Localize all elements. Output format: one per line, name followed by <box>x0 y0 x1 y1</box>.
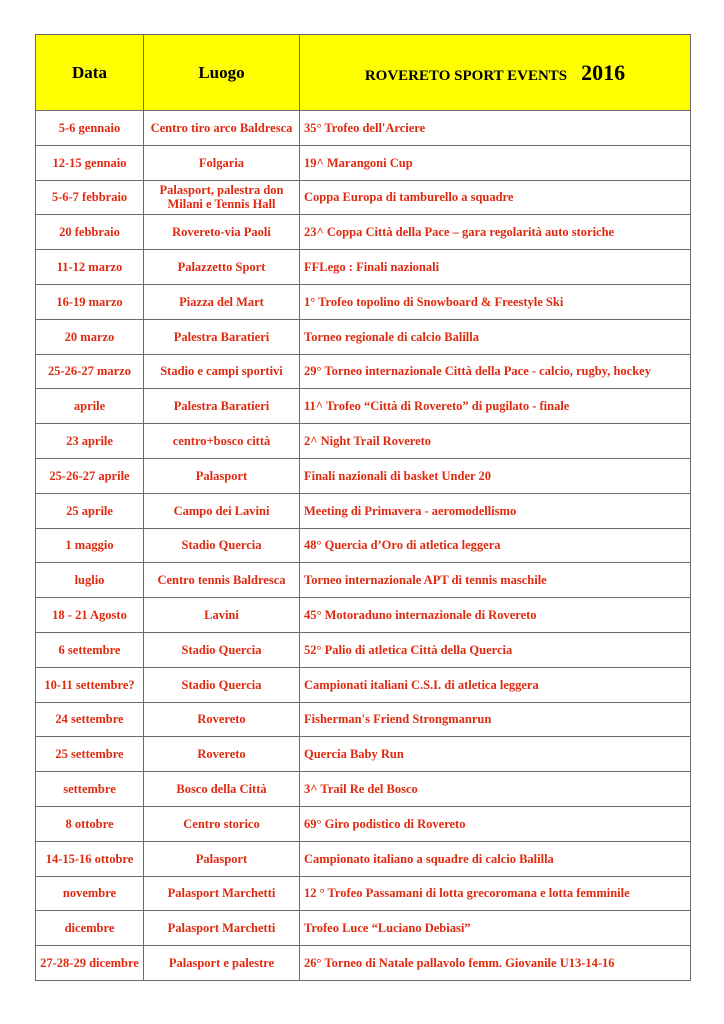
event-date: 14-15-16 ottobre <box>36 841 144 876</box>
event-place: centro+bosco città <box>144 424 300 459</box>
event-name: Finali nazionali di basket Under 20 <box>300 458 691 493</box>
event-place: Bosco della Città <box>144 772 300 807</box>
event-place: Centro tiro arco Baldresca <box>144 111 300 146</box>
event-place: Palasport e palestre <box>144 946 300 981</box>
event-name: 35° Trofeo dell'Arciere <box>300 111 691 146</box>
table-row <box>36 319 691 354</box>
event-date: 11-12 marzo <box>36 250 144 285</box>
event-date: aprile <box>36 389 144 424</box>
table-row <box>36 911 691 946</box>
event-place: Stadio Quercia <box>144 528 300 563</box>
event-date: 16-19 marzo <box>36 284 144 319</box>
event-date: 1 maggio <box>36 528 144 563</box>
event-date: 18 - 21 Agosto <box>36 598 144 633</box>
event-name: 69° Giro podistico di Rovereto <box>300 806 691 841</box>
header-place: Luogo <box>144 35 300 111</box>
event-date: 20 febbraio <box>36 215 144 250</box>
event-name: 11^ Trofeo “Città di Rovereto” di pugilato - finale <box>300 389 691 424</box>
event-place: Palasport, palestra don Milani e Tennis Hall <box>144 180 300 215</box>
event-name: Campionato italiano a squadre di calcio Balilla <box>300 841 691 876</box>
table-row <box>36 145 691 180</box>
event-date: 25-26-27 marzo <box>36 354 144 389</box>
event-name: Torneo regionale di calcio Balilla <box>300 319 691 354</box>
event-date: 6 settembre <box>36 632 144 667</box>
event-date: dicembre <box>36 911 144 946</box>
event-date: 24 settembre <box>36 702 144 737</box>
event-name: Quercia Baby Run <box>300 737 691 772</box>
table-body <box>36 111 691 981</box>
event-name: 1° Trofeo topolino di Snowboard & Freestyle Ski <box>300 284 691 319</box>
event-date: 8 ottobre <box>36 806 144 841</box>
event-name: Coppa Europa di tamburello a squadre <box>300 180 691 215</box>
event-place: Folgaria <box>144 145 300 180</box>
event-place: Rovereto <box>144 737 300 772</box>
event-name: Fisherman's Friend Strongmanrun <box>300 702 691 737</box>
table-row <box>36 598 691 633</box>
event-name: 45° Motoraduno internazionale di Rovereto <box>300 598 691 633</box>
table-row <box>36 632 691 667</box>
table-row <box>36 458 691 493</box>
event-date: settembre <box>36 772 144 807</box>
event-place: Stadio e campi sportivi <box>144 354 300 389</box>
table-row <box>36 493 691 528</box>
event-place: Centro storico <box>144 806 300 841</box>
table-row <box>36 563 691 598</box>
event-date: 20 marzo <box>36 319 144 354</box>
event-name: Campionati italiani C.S.I. di atletica leggera <box>300 667 691 702</box>
header-title-cell <box>300 35 691 111</box>
table-row <box>36 528 691 563</box>
event-date: 10-11 settembre? <box>36 667 144 702</box>
event-place: Palestra Baratieri <box>144 319 300 354</box>
event-name: 48° Quercia d’Oro di atletica leggera <box>300 528 691 563</box>
event-name: Torneo internazionale APT di tennis maschile <box>300 563 691 598</box>
event-place: Palestra Baratieri <box>144 389 300 424</box>
event-name: 12 ° Trofeo Passamani di lotta grecoromana e lotta femminile <box>300 876 691 911</box>
table-row <box>36 354 691 389</box>
table-row <box>36 424 691 459</box>
event-date: 25 aprile <box>36 493 144 528</box>
table-row <box>36 667 691 702</box>
table-row <box>36 876 691 911</box>
event-name: 29° Torneo internazionale Città della Pace - calcio, rugby, hockey <box>300 354 691 389</box>
table-row <box>36 180 691 215</box>
table-header <box>36 35 691 111</box>
table-row <box>36 215 691 250</box>
event-place: Rovereto <box>144 702 300 737</box>
event-name: FFLego : Finali nazionali <box>300 250 691 285</box>
table-row <box>36 946 691 981</box>
events-document <box>35 34 690 981</box>
event-date: 23 aprile <box>36 424 144 459</box>
event-place: Campo dei Lavini <box>144 493 300 528</box>
event-place: Palasport Marchetti <box>144 876 300 911</box>
table-row <box>36 841 691 876</box>
event-name: 23^ Coppa Città della Pace – gara regolarità auto storiche <box>300 215 691 250</box>
event-name: 2^ Night Trail Rovereto <box>300 424 691 459</box>
header-date: Data <box>36 35 144 111</box>
event-name: 19^ Marangoni Cup <box>300 145 691 180</box>
event-place: Piazza del Mart <box>144 284 300 319</box>
table-row <box>36 737 691 772</box>
event-place: Palasport Marchetti <box>144 911 300 946</box>
table-row <box>36 250 691 285</box>
document-year: 2016 <box>581 59 626 85</box>
table-row <box>36 806 691 841</box>
event-date: luglio <box>36 563 144 598</box>
events-table <box>35 34 691 981</box>
table-row <box>36 284 691 319</box>
event-date: 12-15 gennaio <box>36 145 144 180</box>
event-name: 3^ Trail Re del Bosco <box>300 772 691 807</box>
event-place: Lavini <box>144 598 300 633</box>
event-name: 26° Torneo di Natale pallavolo femm. Giovanile U13-14-16 <box>300 946 691 981</box>
event-place: Stadio Quercia <box>144 667 300 702</box>
event-name: Trofeo Luce “Luciano Debiasi” <box>300 911 691 946</box>
table-row <box>36 702 691 737</box>
event-place: Palasport <box>144 841 300 876</box>
event-date: novembre <box>36 876 144 911</box>
event-place: Rovereto-via Paoli <box>144 215 300 250</box>
document-title: ROVERETO SPORT EVENTS <box>364 67 568 84</box>
event-place: Centro tennis Baldresca <box>144 563 300 598</box>
event-date: 5-6-7 febbraio <box>36 180 144 215</box>
event-date: 5-6 gennaio <box>36 111 144 146</box>
event-date: 25 settembre <box>36 737 144 772</box>
event-date: 25-26-27 aprile <box>36 458 144 493</box>
table-row <box>36 772 691 807</box>
event-name: 52° Palio di atletica Città della Quercia <box>300 632 691 667</box>
header-row <box>36 35 691 111</box>
event-place: Stadio Quercia <box>144 632 300 667</box>
event-name: Meeting di Primavera - aeromodellismo <box>300 493 691 528</box>
event-date: 27-28-29 dicembre <box>36 946 144 981</box>
event-place: Palasport <box>144 458 300 493</box>
table-row <box>36 111 691 146</box>
event-place: Palazzetto Sport <box>144 250 300 285</box>
table-row <box>36 389 691 424</box>
